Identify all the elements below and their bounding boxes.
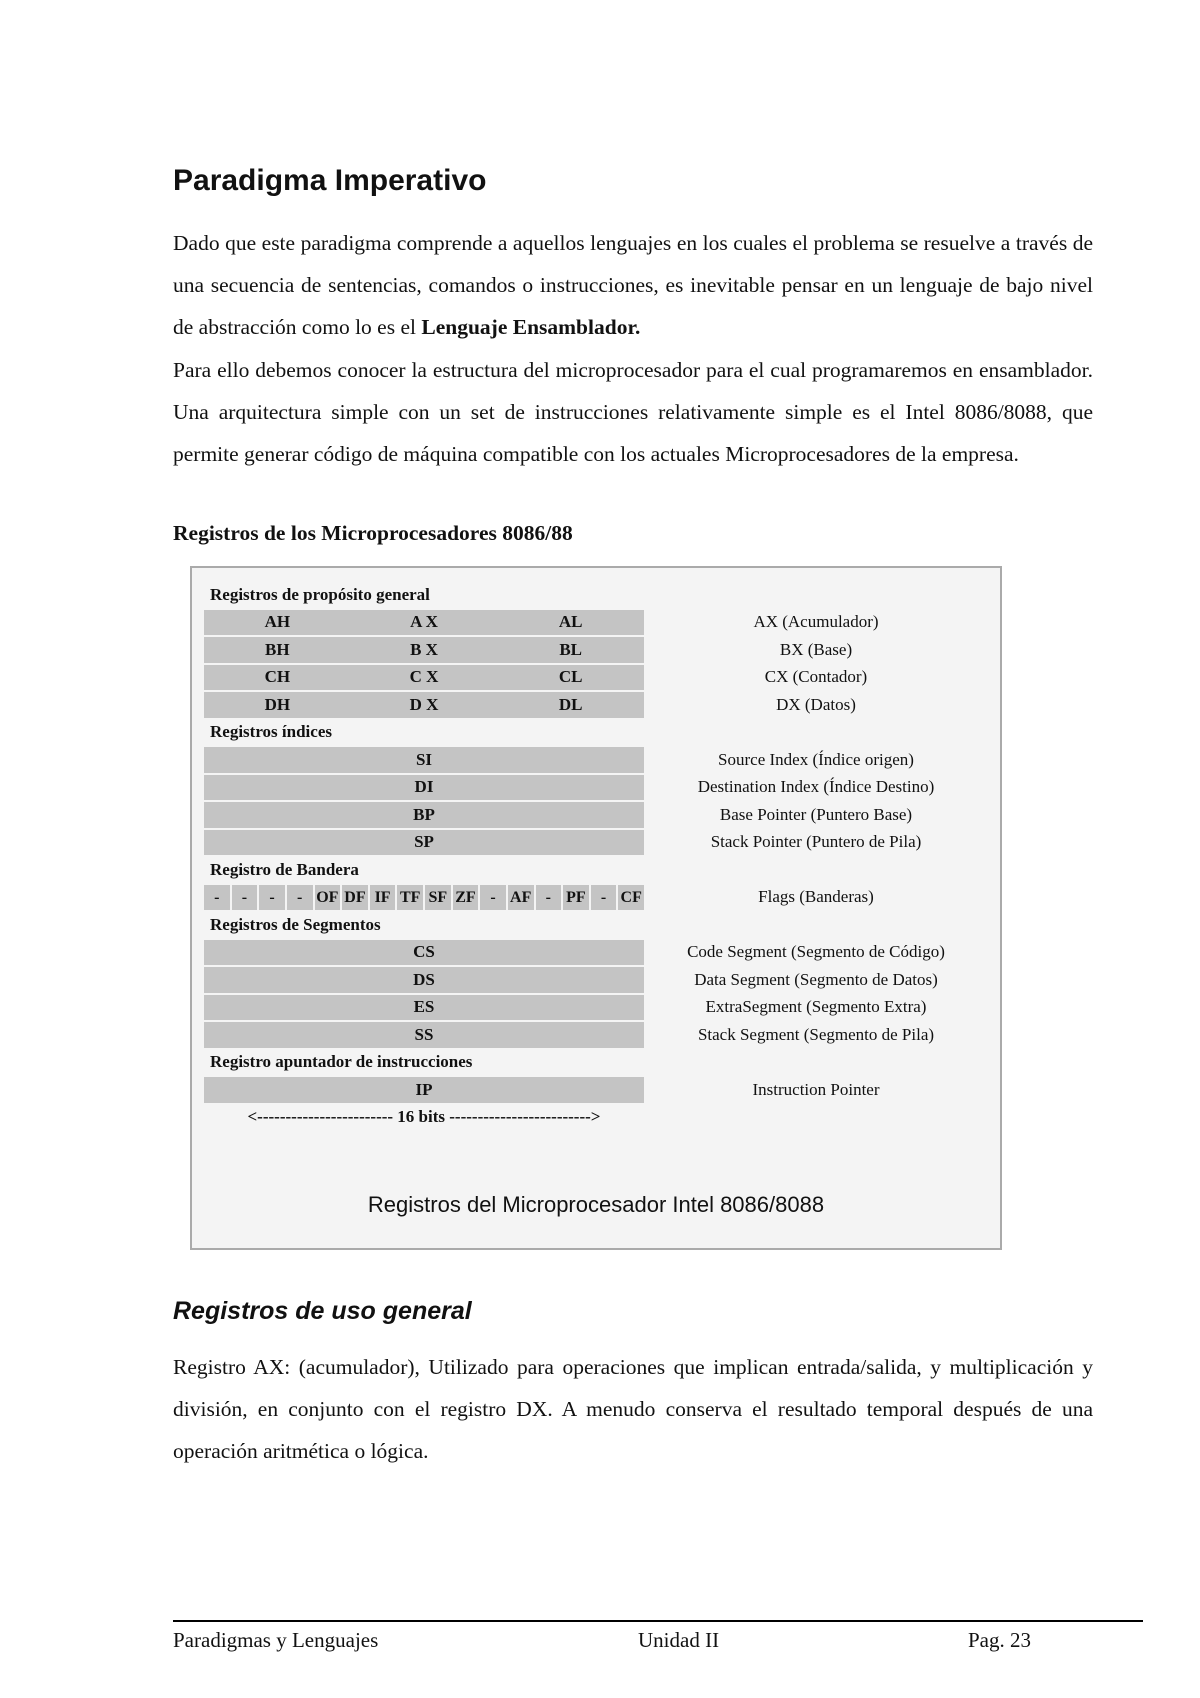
register-row: [204, 995, 988, 1021]
flag-bit: -: [287, 885, 315, 911]
flag-bit: IF: [370, 885, 398, 911]
flag-bit: -: [480, 885, 508, 911]
register-description: DX (Datos): [644, 692, 988, 718]
register-name: CS: [204, 940, 644, 966]
register-row: [204, 1022, 988, 1048]
register-high: DH: [264, 694, 291, 714]
flag-bit: ZF: [453, 885, 481, 911]
footer-divider: [173, 1620, 1143, 1622]
register-description: Destination Index (Índice Destino): [644, 775, 988, 801]
register-description: Base Pointer (Puntero Base): [644, 802, 988, 828]
register-description: Source Index (Índice origen): [644, 747, 988, 773]
register-description: Stack Pointer (Puntero de Pila): [644, 830, 988, 856]
register-low: DL: [558, 694, 583, 714]
register-description: Stack Segment (Segmento de Pila): [644, 1022, 988, 1048]
register-name: IP: [204, 1077, 644, 1103]
register-high: BH: [265, 639, 290, 659]
register-full: D X: [409, 694, 439, 714]
register-high: CH: [264, 667, 291, 687]
section-title: Registros índices: [204, 720, 988, 746]
page-heading: Paradigma Imperativo: [173, 164, 487, 197]
register-full: C X: [409, 667, 439, 687]
register-name: ES: [204, 995, 644, 1021]
flag-bit: -: [232, 885, 260, 911]
register-description: Data Segment (Segmento de Datos): [644, 967, 988, 993]
flag-bit: -: [591, 885, 619, 911]
intro-text: Dado que este paradigma comprende a aquellos lenguajes en los cuales el problema se resuelve a través de una secuencia de sentencias, comandos o instrucciones, es inevitable pensar en un lenguaje de bajo nivel de abstracción como lo es el: [173, 231, 1093, 339]
register-description: AX (Acumulador): [644, 610, 988, 636]
register-description: CX (Contador): [644, 665, 988, 691]
register-row: [204, 830, 988, 856]
intro-bold-term: Lenguaje Ensamblador.: [421, 315, 641, 339]
footer-page-number: Pag. 23: [968, 1628, 1031, 1652]
bits-label: <------------------------ 16 bits ------------------------->: [204, 1105, 644, 1131]
section-pointer: [204, 1050, 988, 1076]
figure-caption: Registros del Microprocesador Intel 8086/8088: [367, 1192, 825, 1217]
register-row: [204, 802, 988, 828]
registers-subheading: Registros de los Microprocesadores 8086/88: [173, 521, 573, 545]
register-name: BP: [204, 802, 644, 828]
section-segments: [204, 912, 988, 938]
register-full: B X: [410, 639, 438, 659]
register-full: A X: [410, 612, 438, 632]
section-title: Registros de Segmentos: [204, 912, 988, 938]
flag-bit: -: [204, 885, 232, 911]
registers-table: [204, 580, 988, 1132]
register-row: [204, 665, 988, 691]
register-description: BX (Base): [644, 637, 988, 663]
register-low: BL: [559, 639, 583, 659]
register-description: Flags (Banderas): [644, 885, 988, 911]
register-name: SI: [204, 747, 644, 773]
flag-bit: AF: [508, 885, 536, 911]
flag-bits: [204, 885, 644, 911]
register-row: [204, 692, 988, 718]
register-row: [204, 747, 988, 773]
footer-course: Paradigmas y Lenguajes: [173, 1628, 379, 1652]
section-general: [204, 582, 988, 608]
intro-paragraph: [173, 222, 1093, 348]
flag-bit: OF: [315, 885, 343, 911]
footer-unit: Unidad II: [638, 1628, 720, 1652]
register-description: Instruction Pointer: [644, 1077, 988, 1103]
register-name: SP: [204, 830, 644, 856]
architecture-paragraph: Para ello debemos conocer la estructura del microprocesador para el cual programaremos en ensamblador. Una arquitectura simple con un set de instrucciones relativamente simple es el Intel 8086/8088, que permite generar código de máquina compatible con los actuales Microprocesadores de la empresa.: [173, 358, 1093, 466]
register-low: AL: [558, 612, 583, 632]
flag-bit: CF: [620, 888, 642, 906]
flag-bit: -: [259, 885, 287, 911]
flag-bit: SF: [425, 885, 453, 911]
section-title: Registro apuntador de instrucciones: [204, 1050, 988, 1076]
register-row: [204, 610, 988, 636]
section-flags: [204, 857, 988, 883]
register-row: [204, 940, 988, 966]
register-description: Code Segment (Segmento de Código): [644, 940, 988, 966]
register-name: DS: [204, 967, 644, 993]
bits-row: [204, 1105, 988, 1131]
flag-bit: PF: [563, 885, 591, 911]
register-name: DI: [204, 775, 644, 801]
register-description: ExtraSegment (Segmento Extra): [644, 995, 988, 1021]
registers-figure: [190, 566, 1002, 1250]
register-low: CL: [558, 667, 583, 687]
register-row: [204, 1077, 988, 1103]
section-title: Registro de Bandera: [204, 857, 988, 883]
flag-bit: -: [536, 885, 564, 911]
section-heading: Registros de uso general: [173, 1297, 472, 1325]
register-name: SS: [204, 1022, 644, 1048]
flag-bit: DF: [342, 885, 370, 911]
register-row: [204, 967, 988, 993]
flags-row: [204, 885, 988, 911]
flag-bit: TF: [397, 885, 425, 911]
register-high: AH: [264, 612, 291, 632]
ax-paragraph: Registro AX: (acumulador), Utilizado para operaciones que implican entrada/salida, y multiplicación y división, en conjunto con el registro DX. A menudo conserva el resultado temporal después de una operación aritmética o lógica.: [173, 1355, 1093, 1463]
register-row: [204, 775, 988, 801]
section-index: [204, 720, 988, 746]
register-row: [204, 637, 988, 663]
section-title: Registros de propósito general: [204, 582, 988, 608]
